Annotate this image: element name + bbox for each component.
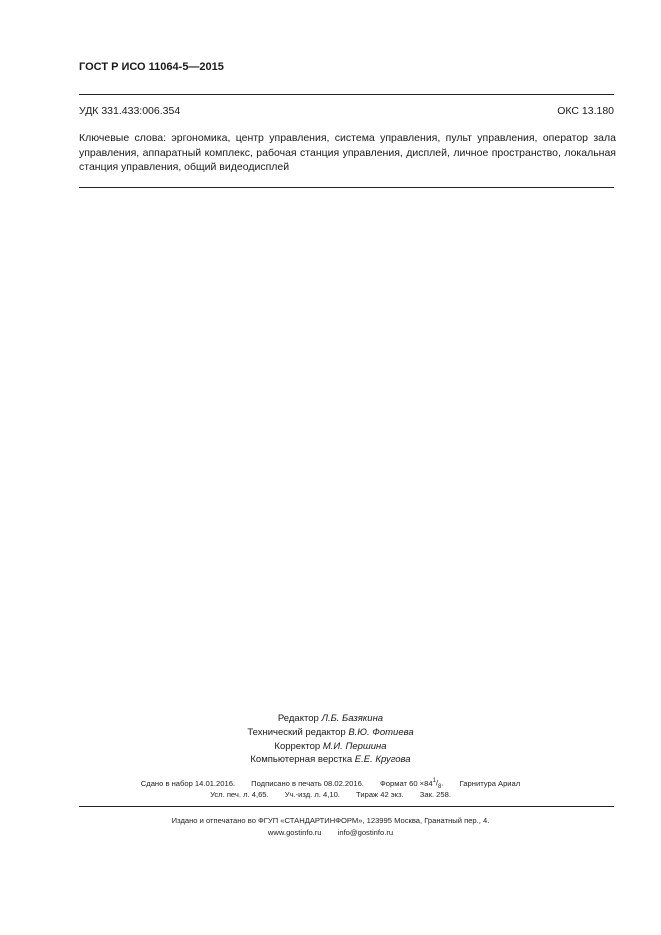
staff-editor <box>0 712 661 726</box>
staff-name: Е.Е. Кругова <box>354 754 411 766</box>
imprint-order: Зак. 258. <box>419 790 451 799</box>
imprint-line-1 <box>0 778 661 790</box>
staff-role: Редактор <box>277 713 319 724</box>
publisher-email: info@gostinfo.ru <box>337 828 394 837</box>
oks-code: ОКС 13.180 <box>557 105 614 117</box>
imprint-signed: Подписано в печать 08.02.2016. <box>251 778 364 788</box>
staff-layout <box>0 753 661 767</box>
keywords-divider <box>79 187 614 188</box>
publisher-website: www.gostinfo.ru <box>267 828 322 837</box>
publisher-contacts <box>0 828 661 837</box>
publisher-line: Издано и отпечатано во ФГУП «СТАНДАРТИНФОРМ», 123995 Москва, Гранатный пер., 4. <box>171 816 490 825</box>
staff-role: Технический редактор <box>247 726 346 738</box>
standard-id: ГОСТ Р ИСО 11064-5—2015 <box>79 61 224 73</box>
header-divider <box>79 94 614 95</box>
staff-name: Л.Б. Базякина <box>321 713 384 724</box>
imprint-submitted: Сдано в набор 14.01.2016. <box>140 778 236 788</box>
imprint-circulation: Тираж 42 экз. <box>356 790 404 799</box>
staff-credits <box>0 712 661 767</box>
imprint-format: Формат $60 \times 84^1/_8$. <box>380 778 444 791</box>
imprint-print-sheets: Усл. печ. л. 4,65. <box>210 790 269 799</box>
keywords-paragraph: Ключевые слова: эргономика, центр управления, система управления, пульт управления, оператор зала управления, аппаратный комплекс, рабочая станция управления, дисплей, личное пространство, локальная станция управления, общий видеодисплей <box>79 132 616 173</box>
udk-code: УДК 331.433:006.354 <box>79 105 181 117</box>
imprint-line-2 <box>0 790 661 799</box>
imprint-pub-sheets: Уч.-изд. л. 4,10. <box>284 790 340 799</box>
staff-tech-editor <box>0 726 661 740</box>
staff-name: М.И. Першина <box>322 740 387 752</box>
imprint-divider <box>79 806 614 807</box>
staff-role: Корректор <box>274 740 321 752</box>
staff-name: В.Ю. Фотиева <box>348 726 414 738</box>
staff-role: Компьютерная верстка <box>250 754 353 766</box>
imprint-typeface: Гарнитура Ариал <box>459 778 521 788</box>
staff-proofreader <box>0 740 661 754</box>
